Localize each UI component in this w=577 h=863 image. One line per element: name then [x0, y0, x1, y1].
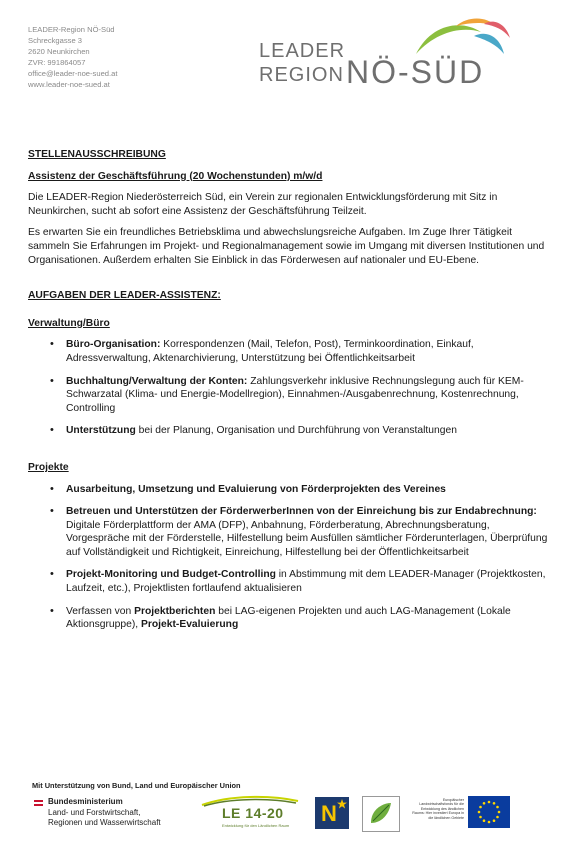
support-statement: Mit Unterstützung von Bund, Land und Europäischer Union: [32, 781, 241, 790]
job-title: Assistenz der Geschäftsführung (20 Wochenstunden) m/w/d: [28, 170, 323, 182]
eu-funding-text: Europäischer Landwirtschaftsfonds für die Entwicklung des ländlichen Raums: Hier investiert Europa in die ländlichen Gebiete: [412, 798, 464, 820]
job-posting-body: [28, 148, 548, 641]
ministry-line: Land- und Forstwirtschaft,: [48, 807, 141, 817]
project-task-list: [28, 483, 548, 632]
list-item: • Betreuen und Unterstützen der FörderwerberInnen von der Einreichung bis zur Endabrechnung: Digitale Förderplattform der AMA (DFP), Anbahnung, Förderberatung, Abrechnungsberatung, Vorgespräche mit der Förderstelle, Hilfestellung beim Ausfüllen sämtlicher Förderunterlagen, Überprüfung auf Vollständigkeit und Richtigkeit, Einreichung, Hilfestellung bei der Öffentlichkeitsarbeit: [50, 505, 548, 558]
address-website: www.leader-noe-sued.at: [28, 80, 110, 89]
list-item: • Buchhaltung/Verwaltung der Konten: Zahlungsverkehr inklusive Rechnungslegung auch für KEM-Schwarzatal (Klima- und Energie-Modellregion), Einnahmen-/Ausgabenrechnung, Kostenrechnung, Controlling: [50, 374, 524, 414]
document-heading: STELLENAUSSCHREIBUNG: [28, 149, 166, 160]
ministry-line: Regionen und Wasserwirtschaft: [48, 818, 161, 827]
le-14-20-logo: [200, 793, 300, 831]
address-line: 2620 Neunkirchen: [28, 47, 90, 56]
leader-region-logo: [256, 14, 556, 94]
ministry-line: Bundesministerium: [48, 797, 123, 806]
list-item: • Büro-Organisation: Korrespondenzen (Mail, Telefon, Post), Terminkoordination, Einkauf, Adressverwaltung, Aktenarchivierung, Unterstützung bei Öffentlichkeitsarbeit: [50, 338, 474, 364]
address-line: LEADER-Region NÖ-Süd: [28, 25, 115, 34]
intro-paragraph: Es erwarten Sie ein freundliches Betriebsklima und abwechslungsreiche Aufgaben. Im Zuge Ihrer Tätigkeit sammeln Sie Erfahrungen im Projekt- und Regionalmanagement sowie im Umgang mit diversen Institutionen und Organisationen. Außerdem erhalten Sie Einblick in das Förderwesen auf nationaler und EU-Ebene.: [28, 227, 545, 266]
eu-funding-logo: [410, 796, 506, 830]
noe-letter: N: [321, 801, 337, 826]
intro-paragraph: Die LEADER-Region Niederösterreich Süd, ein Verein zur regionalen Entwicklungsförderung mit Sitz in Neunkirchen, sucht ab sofort eine Assistenz der Geschäftsführung Teilzeit.: [28, 192, 498, 217]
le-label: LE 14-20: [222, 805, 284, 821]
list-item: • Unterstützung bei der Planung, Organisation und Durchführung von Veranstaltungen: [50, 424, 457, 437]
section-heading-admin: Verwaltung/Büro: [28, 317, 110, 329]
le-sublabel: Entwicklung für den Ländlichen Raum: [222, 823, 290, 828]
sender-address: [28, 24, 117, 90]
leader-eu-logo: [362, 796, 400, 832]
list-item: • Ausarbeitung, Umsetzung und Evaluierung von Förderprojekten des Vereines: [50, 482, 446, 495]
address-email: office@leader-noe-sued.at: [28, 69, 118, 78]
address-line: ZVR: 991864057: [28, 58, 86, 67]
lower-austria-logo: [315, 797, 349, 829]
list-item: • Projekt-Monitoring und Budget-Controlling in Abstimmung mit dem LEADER-Manager (Projektkosten, Laufzeit, etc.), Projektlisten fortlaufend aktualisieren: [50, 568, 546, 595]
logo-text-region: REGION: [259, 64, 344, 86]
tasks-heading: AUFGABEN DER LEADER-ASSISTENZ:: [28, 290, 221, 302]
section-heading-projects: Projekte: [28, 461, 69, 473]
leader-leaf-icon: [363, 797, 399, 831]
austria-flag-icon: [34, 800, 43, 806]
logo-text-noe-sued: NÖ-SÜD: [346, 54, 485, 90]
star-icon: [337, 799, 347, 809]
ministry-logo: [34, 797, 161, 829]
admin-task-list: [28, 338, 548, 438]
list-item: • Verfassen von Projektberichten bei LAG-eigenen Projekten und auch LAG-Management (Lokale Aktionsgruppe), Projekt-Evaluierung: [50, 604, 511, 631]
address-line: Schreckgasse 3: [28, 36, 83, 45]
logo-text-leader: LEADER: [259, 40, 346, 62]
eu-flag-icon: [468, 796, 510, 828]
